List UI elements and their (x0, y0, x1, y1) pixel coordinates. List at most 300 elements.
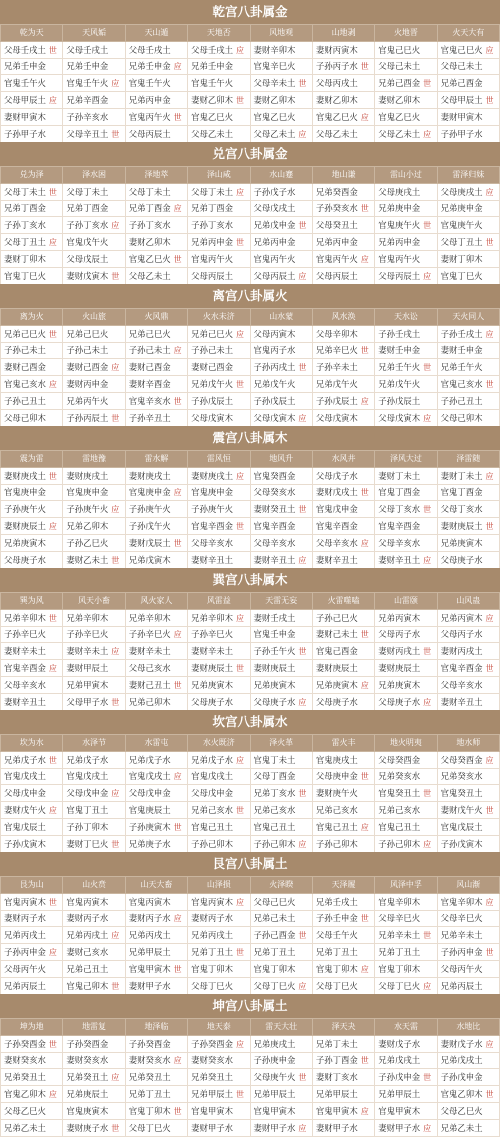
yao-cell (125, 376, 187, 393)
yao-cell (250, 534, 312, 551)
yao-cell (1, 785, 63, 802)
yao-cell (437, 359, 499, 376)
yao-cell (312, 960, 374, 977)
yao-cell (312, 501, 374, 518)
yao-text: 兄弟辛卯木 (128, 612, 171, 623)
yao-text: 兄弟丁未土 (315, 1038, 358, 1049)
ying-marker: 应 (485, 1039, 494, 1049)
yao-cell (1, 768, 63, 785)
yao-row (1, 768, 500, 785)
yao-text: 子孙壬申金 (315, 913, 358, 924)
ying-marker: 应 (111, 363, 120, 373)
yao-cell (250, 342, 312, 359)
yao-text: 官鬼戊辰土 (4, 821, 46, 832)
ying-marker: 应 (360, 112, 369, 122)
yao-text: 官鬼辛卯木 (440, 896, 483, 907)
gua-name: 风泽中孚 (375, 877, 437, 894)
yao-text: 妻财己未土 (315, 629, 358, 640)
ying-marker: 应 (423, 271, 432, 281)
yao-text: 妻财戊子水 (378, 1038, 421, 1049)
yao-cell (188, 927, 250, 944)
yao-cell (375, 92, 437, 109)
ying-marker: 应 (236, 329, 244, 339)
yao-cell (312, 108, 374, 125)
ying-marker: 应 (48, 238, 57, 248)
shi-marker: 世 (298, 363, 307, 373)
yao-cell (1, 467, 63, 484)
yao-text: 父母甲辰土 (440, 95, 483, 106)
yao-cell (125, 125, 187, 142)
yao-text: 官鬼庚寅木 (66, 1105, 109, 1116)
yao-text: 官鬼己丑土 (191, 821, 233, 832)
yao-text: 官鬼丁丑土 (66, 805, 109, 816)
yao-cell (375, 392, 437, 409)
yao-cell (188, 893, 250, 910)
yao-text: 兄弟甲辰土 (253, 1089, 296, 1100)
yao-cell (1, 802, 63, 819)
yao-text: 妻财戊午火 (4, 805, 46, 816)
yao-text: 官鬼辛亥水 (128, 395, 171, 406)
yao-text: 官鬼庚申金 (191, 487, 233, 498)
yao-text: 兄弟戊申金 (253, 220, 296, 231)
yao-text: 父母丁巳火 (253, 980, 296, 991)
yao-text: 兄弟庚寅木 (315, 679, 358, 690)
yao-text: 子孙癸亥水 (315, 203, 358, 214)
yao-cell (375, 200, 437, 217)
yao-text: 官鬼丁卯木 (253, 963, 296, 974)
yao-cell (63, 660, 125, 677)
yao-cell (1, 518, 63, 535)
yao-cell (63, 534, 125, 551)
palace-section (0, 568, 500, 708)
gua-name: 风水涣 (312, 309, 374, 326)
gua-header-row (1, 877, 500, 894)
yao-text: 官鬼乙卯木 (4, 1089, 46, 1100)
yao-text: 父母戊寅木 (378, 412, 421, 423)
yao-cell (125, 693, 187, 710)
yao-text: 子孙庚午火 (191, 504, 233, 515)
yao-text: 官鬼戊戌土 (4, 771, 46, 782)
yao-text: 兄弟庚申金 (440, 203, 483, 214)
gua-name: 天地否 (188, 25, 250, 42)
yao-cell (312, 609, 374, 626)
yao-cell (250, 676, 312, 693)
yao-text: 兄弟丙申金 (315, 237, 358, 248)
gua-name: 天风姤 (63, 25, 125, 42)
yao-text: 子孙庚午火 (4, 504, 46, 515)
yao-text: 兄弟丙辰土 (4, 980, 46, 991)
yao-text: 子孙辛巳火 (191, 629, 233, 640)
yao-row (1, 484, 500, 501)
yao-cell (63, 41, 125, 58)
yao-cell (63, 501, 125, 518)
yao-cell (312, 893, 374, 910)
yao-text: 兄弟庚寅木 (440, 537, 483, 548)
yao-cell (312, 409, 374, 426)
palace-section (0, 852, 500, 992)
yao-text: 子孙辛亥水 (66, 111, 109, 122)
yao-text: 父母庚子水 (440, 554, 483, 565)
yao-text: 官鬼己亥水 (4, 379, 46, 390)
yao-text: 妻财庚辰土 (378, 663, 421, 674)
gua-name: 巽为风 (1, 593, 63, 610)
yao-text: 兄弟辛卯木 (191, 612, 233, 623)
gua-name: 火水未济 (188, 309, 250, 326)
yao-text: 官鬼己亥水 (440, 379, 483, 390)
yao-text: 父母辛亥水 (378, 537, 421, 548)
yao-text: 妻财己酉金 (128, 362, 171, 373)
yao-text: 妻财辛丑土 (440, 696, 483, 707)
yao-cell (63, 693, 125, 710)
yao-cell (1, 376, 63, 393)
yao-cell (188, 643, 250, 660)
yao-row (1, 927, 500, 944)
yao-cell (312, 359, 374, 376)
yao-text: 妻财丁亥水 (315, 1072, 358, 1083)
yao-row (1, 325, 500, 342)
yao-cell (312, 551, 374, 568)
yao-cell (437, 1086, 499, 1103)
yao-text: 子孙辛巳火 (66, 629, 109, 640)
yao-text: 子孙丁亥水 (4, 220, 46, 231)
yao-cell (63, 325, 125, 342)
shi-marker: 世 (298, 931, 307, 941)
gua-name: 火天大有 (437, 25, 499, 42)
yao-row (1, 409, 500, 426)
shi-marker: 世 (173, 1106, 182, 1116)
ying-marker: 应 (423, 981, 432, 991)
yao-cell (188, 200, 250, 217)
yao-text: 妻财丁卯木 (4, 253, 46, 264)
yao-text: 官鬼乙巳火 (253, 111, 296, 122)
yao-cell (125, 1119, 187, 1136)
yao-cell (312, 643, 374, 660)
yao-text: 子孙戊寅木 (4, 838, 46, 849)
shi-marker: 世 (236, 1090, 244, 1100)
yao-cell (63, 518, 125, 535)
yao-text: 子孙庚寅木 (128, 821, 171, 832)
yao-cell (375, 802, 437, 819)
yao-cell (125, 325, 187, 342)
yao-text: 父母戊申金 (66, 788, 109, 799)
shi-marker: 世 (48, 45, 57, 55)
yao-cell (63, 217, 125, 234)
yao-cell (63, 835, 125, 852)
yao-text: 子孙辛丑土 (128, 412, 171, 423)
yao-text: 妻财壬申金 (440, 345, 483, 356)
yao-text: 兄弟己巳火 (4, 328, 46, 339)
yao-text: 官鬼戊戌土 (191, 771, 233, 782)
yao-cell (188, 626, 250, 643)
yao-text: 妻财辛未土 (191, 646, 233, 657)
ying-marker: 应 (360, 254, 369, 264)
yao-cell (188, 768, 250, 785)
gua-name: 火泽睽 (250, 877, 312, 894)
ying-marker: 应 (298, 555, 307, 565)
yao-text: 官鬼壬午火 (191, 78, 233, 89)
gua-name: 艮为山 (1, 877, 63, 894)
yao-text: 子孙丁酉金 (315, 1055, 358, 1066)
gua-name: 山水蒙 (250, 309, 312, 326)
yao-text: 父母丁巳火 (315, 980, 358, 991)
yao-text: 兄弟戊寅木 (128, 554, 171, 565)
yao-text: 官鬼丁卯木 (378, 963, 421, 974)
yao-cell (437, 534, 499, 551)
palace-title: 坤宫八卦属土 (0, 994, 500, 1018)
yao-text: 兄弟丙戌土 (191, 930, 233, 941)
yao-cell (188, 944, 250, 961)
yao-text: 兄弟戊午火 (191, 379, 233, 390)
yao-cell (375, 676, 437, 693)
yao-cell (63, 467, 125, 484)
yao-text: 子孙丁亥水 (128, 220, 171, 231)
yao-row (1, 234, 500, 251)
yao-cell (63, 58, 125, 75)
yao-row (1, 676, 500, 693)
yao-cell (437, 325, 499, 342)
shi-marker: 世 (423, 363, 432, 373)
yao-row (1, 893, 500, 910)
yao-cell (250, 467, 312, 484)
gua-header-row (1, 735, 500, 752)
palace-title: 离宫八卦属火 (0, 284, 500, 308)
yao-cell (1, 551, 63, 568)
yao-text: 兄弟丁酉金 (128, 203, 171, 214)
yao-cell (375, 643, 437, 660)
ying-marker: 应 (236, 187, 244, 197)
yao-text: 兄弟庚申金 (378, 203, 421, 214)
yao-cell (63, 267, 125, 284)
ying-marker: 应 (298, 129, 307, 139)
yao-row (1, 1086, 500, 1103)
yao-text: 兄弟戊子水 (191, 754, 233, 765)
yao-text: 兄弟甲辰土 (128, 947, 171, 958)
yao-cell (312, 1035, 374, 1052)
yao-text: 父母乙未土 (315, 128, 358, 139)
yao-cell (188, 376, 250, 393)
yao-text: 兄弟己酉金 (440, 78, 483, 89)
yao-text: 官鬼乙巳火 (191, 111, 233, 122)
yao-cell (437, 1052, 499, 1069)
gua-name: 风山渐 (437, 877, 499, 894)
shi-marker: 世 (236, 238, 244, 248)
yao-text: 妻财甲寅木 (440, 111, 483, 122)
gua-name: 地火明夷 (375, 735, 437, 752)
yao-cell (188, 751, 250, 768)
yao-text: 父母甲子水 (66, 696, 109, 707)
gua-name: 雷水解 (125, 451, 187, 468)
yao-text: 子孙乙巳火 (66, 537, 109, 548)
yao-cell (250, 325, 312, 342)
yao-text: 官鬼庚申金 (128, 487, 171, 498)
yao-text: 兄弟丙戌土 (4, 930, 46, 941)
shi-marker: 世 (173, 822, 182, 832)
yao-text: 妻财辛丑土 (253, 554, 296, 565)
ying-marker: 应 (173, 488, 182, 498)
yao-cell (250, 92, 312, 109)
yao-text: 子孙戊辰土 (253, 395, 296, 406)
yao-text: 官鬼丙午火 (378, 253, 421, 264)
yao-cell (375, 518, 437, 535)
yao-text: 父母庚子水 (378, 696, 421, 707)
yao-row (1, 1052, 500, 1069)
yao-text: 官鬼戊申金 (315, 504, 358, 515)
yao-cell (188, 551, 250, 568)
yao-cell (63, 551, 125, 568)
yao-cell (63, 1052, 125, 1069)
yao-text: 妻财辛未土 (128, 646, 171, 657)
yao-text: 妻财辛丑土 (191, 554, 233, 565)
gua-name: 地水师 (437, 735, 499, 752)
yao-text: 兄弟甲辰土 (191, 1089, 233, 1100)
yao-cell (125, 1086, 187, 1103)
shi-marker: 世 (173, 964, 182, 974)
yao-text: 妻财丁卯木 (440, 253, 483, 264)
yao-cell (437, 376, 499, 393)
yao-text: 妻财乙卯木 (378, 95, 421, 106)
yao-cell (188, 325, 250, 342)
yao-text: 妻财辛未土 (4, 646, 46, 657)
yao-text: 官鬼癸酉金 (253, 470, 296, 481)
yao-cell (63, 108, 125, 125)
yao-cell (250, 183, 312, 200)
yao-cell (125, 518, 187, 535)
yao-cell (125, 977, 187, 994)
yao-cell (312, 693, 374, 710)
yao-cell (250, 751, 312, 768)
yao-text: 妻财丁未土 (440, 470, 483, 481)
yao-text: 兄弟甲寅木 (66, 679, 109, 690)
yao-text: 父母庚子水 (4, 554, 46, 565)
yao-cell (375, 1086, 437, 1103)
yao-cell (125, 818, 187, 835)
yao-text: 子孙戊申金 (440, 1072, 483, 1083)
gua-name: 山风蛊 (437, 593, 499, 610)
yao-cell (1, 1035, 63, 1052)
yao-text: 子孙戊寅木 (440, 838, 483, 849)
yao-cell (375, 960, 437, 977)
yao-text: 兄弟戊戌土 (440, 1055, 483, 1066)
ying-marker: 应 (111, 221, 120, 231)
yao-cell (437, 818, 499, 835)
yao-text: 妻财甲子水 (253, 1122, 296, 1133)
yao-text: 父母丁未土 (128, 186, 171, 197)
yao-cell (312, 660, 374, 677)
yao-text: 兄弟壬午火 (378, 362, 421, 373)
yao-cell (437, 893, 499, 910)
yao-text: 妻财壬申金 (378, 345, 421, 356)
ying-marker: 应 (236, 471, 244, 481)
yao-row (1, 267, 500, 284)
yao-text: 兄弟戊戌土 (378, 1055, 421, 1066)
yao-text: 父母癸丑土 (315, 220, 358, 231)
yao-text: 兄弟壬戌土 (315, 896, 358, 907)
shi-marker: 世 (360, 62, 369, 72)
yao-cell (312, 392, 374, 409)
yao-cell (125, 944, 187, 961)
ying-marker: 应 (48, 664, 57, 674)
gua-name: 乾为天 (1, 25, 63, 42)
ying-marker: 应 (298, 1123, 307, 1133)
gua-name: 山火贲 (63, 877, 125, 894)
yao-text: 父母辛巳火 (378, 913, 421, 924)
yao-cell (1, 893, 63, 910)
yao-cell (188, 92, 250, 109)
ying-marker: 应 (423, 1123, 432, 1133)
yao-cell (437, 1119, 499, 1136)
yao-cell (63, 1086, 125, 1103)
palace-title: 艮宫八卦属土 (0, 852, 500, 876)
yao-cell (125, 217, 187, 234)
yao-cell (250, 1069, 312, 1086)
yao-text: 父母辛未土 (253, 78, 296, 89)
yao-text: 官鬼丙午火 (253, 253, 296, 264)
gua-name: 泽火革 (250, 735, 312, 752)
yao-text: 妻财己酉金 (191, 362, 233, 373)
gua-header-row (1, 167, 500, 184)
shi-marker: 世 (48, 1039, 57, 1049)
yao-cell (63, 609, 125, 626)
yao-text: 子孙己未土 (128, 345, 171, 356)
palace-title: 兑宫八卦属金 (0, 142, 500, 166)
shi-marker: 世 (48, 755, 57, 765)
yao-text: 父母乙巳火 (440, 1105, 483, 1116)
yao-cell (188, 1069, 250, 1086)
ying-marker: 应 (173, 1056, 182, 1066)
yao-cell (125, 768, 187, 785)
yao-text: 父母丙辰土 (191, 270, 233, 281)
yao-cell (1, 359, 63, 376)
shi-marker: 世 (298, 505, 307, 515)
yao-text: 官鬼丁巳火 (440, 270, 483, 281)
ying-marker: 应 (236, 45, 244, 55)
shi-marker: 世 (48, 613, 57, 623)
yao-cell (437, 183, 499, 200)
shi-marker: 世 (485, 238, 494, 248)
yao-cell (312, 267, 374, 284)
yao-cell (312, 768, 374, 785)
yao-row (1, 108, 500, 125)
yao-cell (250, 1102, 312, 1119)
yao-text: 兄弟丁丑土 (253, 947, 296, 958)
yao-text: 妻财丙戌土 (378, 646, 421, 657)
yao-cell (63, 183, 125, 200)
gua-name: 天水讼 (375, 309, 437, 326)
yao-cell (188, 108, 250, 125)
ying-marker: 应 (48, 948, 57, 958)
yao-text: 子孙己未土 (4, 345, 46, 356)
yao-cell (63, 785, 125, 802)
yao-cell (1, 660, 63, 677)
yao-cell (437, 977, 499, 994)
shi-marker: 世 (298, 79, 307, 89)
yao-text: 官鬼丁酉金 (378, 487, 421, 498)
shi-marker: 世 (423, 931, 432, 941)
yao-text: 父母辛亥水 (191, 537, 233, 548)
yao-text: 妻财戊午火 (440, 805, 483, 816)
shi-marker: 世 (236, 96, 244, 106)
yao-cell (250, 960, 312, 977)
yao-cell (188, 785, 250, 802)
yao-cell (1, 1086, 63, 1103)
yao-text: 官鬼己卯木 (66, 980, 109, 991)
yao-text: 兄弟己亥水 (315, 805, 358, 816)
yao-text: 兄弟庚戌土 (253, 1038, 296, 1049)
yao-text: 兄弟庚寅木 (191, 679, 233, 690)
yao-text: 子孙壬戌土 (378, 328, 421, 339)
yao-row (1, 75, 500, 92)
yao-cell (250, 910, 312, 927)
